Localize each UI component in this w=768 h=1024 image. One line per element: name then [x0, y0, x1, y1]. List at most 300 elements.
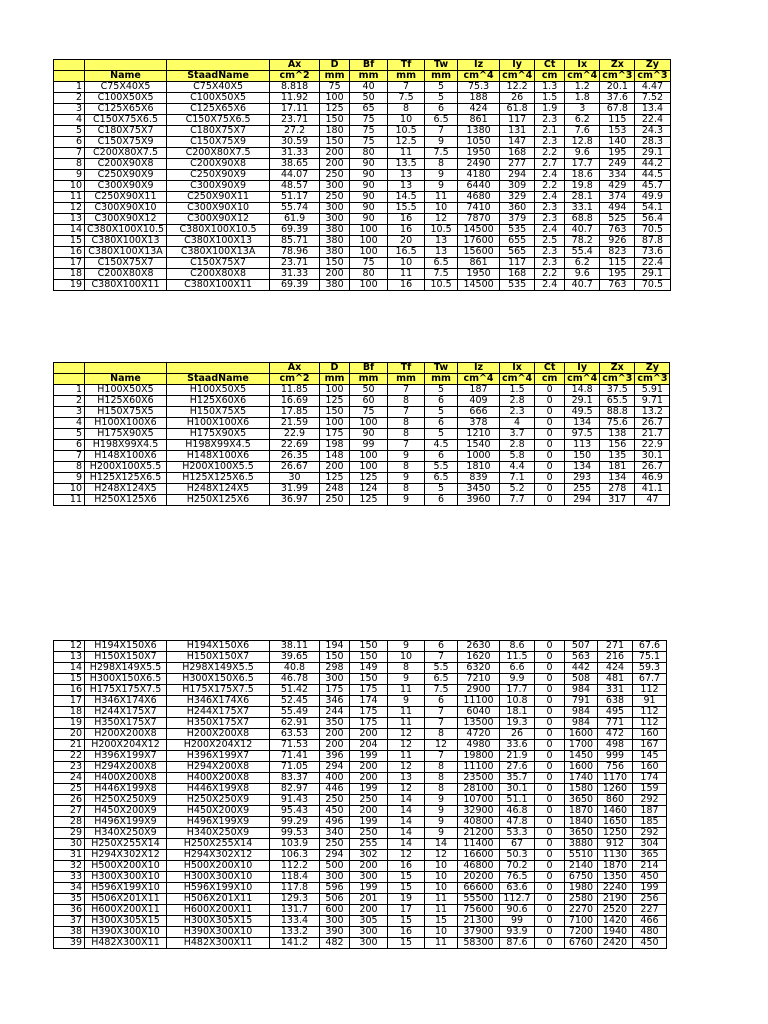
value-cell: 5: [425, 407, 458, 418]
row-index: 1: [54, 82, 85, 93]
value-cell: 292: [633, 828, 667, 839]
value-cell: 10: [425, 872, 458, 883]
table-row: [54, 181, 671, 192]
value-cell: 409: [458, 396, 500, 407]
value-cell: 535: [500, 280, 535, 291]
value-cell: 1250: [598, 828, 633, 839]
value-cell: 1.5: [500, 385, 535, 396]
value-cell: 9.6: [565, 148, 600, 159]
value-cell: 250: [350, 828, 388, 839]
value-cell: 1380: [458, 126, 500, 137]
value-cell: 16.5: [388, 247, 425, 258]
table-row: [54, 104, 671, 115]
value-cell: 138: [600, 429, 635, 440]
value-cell: 9.71: [635, 396, 670, 407]
value-cell: 150: [350, 652, 388, 663]
staad-name: H294X302X12: [167, 850, 270, 861]
value-cell: 8.818: [270, 82, 320, 93]
value-cell: 9: [425, 828, 458, 839]
row-index: 18: [54, 269, 85, 280]
value-cell: 2580: [565, 894, 598, 905]
value-cell: 117: [500, 258, 535, 269]
value-cell: 6: [425, 451, 458, 462]
channel-section-table: [53, 59, 671, 291]
value-cell: 1.2: [565, 82, 600, 93]
header-cell: cm^4: [500, 374, 535, 385]
value-cell: 68.8: [565, 214, 600, 225]
value-cell: 19.8: [565, 181, 600, 192]
value-cell: 494: [600, 203, 635, 214]
section-name: C380X100X10.5: [85, 225, 167, 236]
staad-name: H100X100X6: [167, 418, 270, 429]
staad-name: H298X149X5.5: [167, 663, 270, 674]
section-name: H506X201X11: [85, 894, 167, 905]
value-cell: 6: [425, 641, 458, 652]
value-cell: 7.5: [388, 93, 425, 104]
row-index: 9: [54, 170, 85, 181]
value-cell: 141.2: [270, 938, 320, 949]
value-cell: 14: [388, 828, 425, 839]
header-units-row: [54, 363, 670, 374]
section-name: C300X90X12: [85, 214, 167, 225]
value-cell: 17600: [458, 236, 500, 247]
value-cell: 26: [500, 729, 535, 740]
value-cell: 87.8: [635, 236, 670, 247]
value-cell: 2190: [598, 894, 633, 905]
value-cell: 27.6: [500, 762, 535, 773]
value-cell: 5.5: [425, 663, 458, 674]
value-cell: 125: [350, 473, 388, 484]
value-cell: 95.43: [270, 806, 320, 817]
value-cell: 10: [425, 861, 458, 872]
value-cell: 0: [535, 385, 565, 396]
value-cell: 21.59: [270, 418, 320, 429]
value-cell: 29.1: [635, 148, 670, 159]
table-row: [54, 850, 667, 861]
value-cell: 145: [633, 751, 667, 762]
value-cell: 15: [388, 938, 425, 949]
value-cell: 380: [320, 236, 350, 247]
value-cell: 174: [633, 773, 667, 784]
section-name: H450X200X9: [85, 806, 167, 817]
section-name: H250X255X14: [85, 839, 167, 850]
table-row: [54, 817, 667, 828]
value-cell: 1350: [598, 872, 633, 883]
value-cell: 300: [320, 181, 350, 192]
value-cell: 446: [320, 784, 350, 795]
header-row: [54, 374, 670, 385]
value-cell: 112.2: [270, 861, 320, 872]
value-cell: 7.5: [425, 148, 458, 159]
staad-name: H250X250X9: [167, 795, 270, 806]
value-cell: 4720: [458, 729, 500, 740]
value-cell: 14: [388, 839, 425, 850]
table-row: [54, 396, 670, 407]
staad-name: H248X124X5: [167, 484, 270, 495]
value-cell: 55.4: [565, 247, 600, 258]
value-cell: 187: [633, 806, 667, 817]
row-index: 5: [54, 126, 85, 137]
value-cell: 199: [350, 784, 388, 795]
value-cell: 61.8: [500, 104, 535, 115]
section-name: H125X60X6: [85, 396, 167, 407]
value-cell: 160: [633, 762, 667, 773]
value-cell: 67.7: [633, 674, 667, 685]
value-cell: 8: [388, 462, 425, 473]
section-name: H100X50X5: [85, 385, 167, 396]
value-cell: 160: [633, 729, 667, 740]
value-cell: 9: [388, 641, 425, 652]
value-cell: 7870: [458, 214, 500, 225]
value-cell: 23500: [458, 773, 500, 784]
header-row: [54, 71, 671, 82]
row-index: 7: [54, 148, 85, 159]
value-cell: 6.5: [425, 674, 458, 685]
value-cell: 187: [458, 385, 500, 396]
value-cell: 15: [388, 883, 425, 894]
value-cell: 23.71: [270, 258, 320, 269]
value-cell: 200: [350, 806, 388, 817]
value-cell: 66600: [458, 883, 500, 894]
staad-name: H482X300X11: [167, 938, 270, 949]
value-cell: 10: [388, 258, 425, 269]
value-cell: 1650: [598, 817, 633, 828]
staad-name: C250X90X11: [167, 192, 270, 203]
value-cell: 482: [320, 938, 350, 949]
value-cell: 0: [535, 872, 565, 883]
value-cell: 134: [600, 473, 635, 484]
section-name: H400X200X8: [85, 773, 167, 784]
row-index: 5: [54, 429, 85, 440]
row-index: 3: [54, 407, 85, 418]
value-cell: 0: [535, 440, 565, 451]
table-row: [54, 861, 667, 872]
value-cell: 14: [388, 795, 425, 806]
value-cell: 7: [388, 440, 425, 451]
row-index: 27: [54, 806, 85, 817]
row-index: 31: [54, 850, 85, 861]
value-cell: 13: [388, 773, 425, 784]
value-cell: 174: [350, 696, 388, 707]
value-cell: 51.1: [500, 795, 535, 806]
value-cell: 2.2: [535, 181, 565, 192]
table-row: [54, 916, 667, 927]
value-cell: 51.17: [270, 192, 320, 203]
value-cell: 10.8: [500, 696, 535, 707]
value-cell: 55500: [458, 894, 500, 905]
value-cell: 498: [598, 740, 633, 751]
row-index: 35: [54, 894, 85, 905]
value-cell: 147: [500, 137, 535, 148]
value-cell: 4680: [458, 192, 500, 203]
value-cell: 10: [388, 115, 425, 126]
value-cell: 400: [320, 773, 350, 784]
value-cell: 508: [565, 674, 598, 685]
value-cell: 1420: [598, 916, 633, 927]
value-cell: 0: [535, 850, 565, 861]
value-cell: 167: [633, 740, 667, 751]
value-cell: 1700: [565, 740, 598, 751]
header-cell: Iz: [458, 60, 500, 71]
section-name: H150X75X5: [85, 407, 167, 418]
value-cell: 0: [535, 473, 565, 484]
section-name: C150X75X7: [85, 258, 167, 269]
value-cell: 771: [598, 718, 633, 729]
value-cell: 80: [350, 148, 388, 159]
value-cell: 6.5: [425, 115, 458, 126]
value-cell: 46.8: [500, 806, 535, 817]
table-row: [54, 440, 670, 451]
row-index: 11: [54, 495, 85, 506]
value-cell: 331: [598, 685, 633, 696]
value-cell: 117: [500, 115, 535, 126]
value-cell: 7: [388, 82, 425, 93]
staad-name: C100X50X5: [167, 93, 270, 104]
value-cell: 2.1: [535, 126, 565, 137]
value-cell: 204: [350, 740, 388, 751]
section-name: H446X199X8: [85, 784, 167, 795]
value-cell: 53.3: [500, 828, 535, 839]
value-cell: 90: [350, 170, 388, 181]
staad-name: H390X300X10: [167, 927, 270, 938]
value-cell: 99.29: [270, 817, 320, 828]
value-cell: 11100: [458, 762, 500, 773]
row-index: 4: [54, 115, 85, 126]
value-cell: 11400: [458, 839, 500, 850]
value-cell: 12: [388, 762, 425, 773]
row-index: 6: [54, 440, 85, 451]
header-cell: mm: [388, 71, 425, 82]
section-name: C300X90X10: [85, 203, 167, 214]
section-name: H340X250X9: [85, 828, 167, 839]
table-row: [54, 795, 667, 806]
value-cell: 103.9: [270, 839, 320, 850]
section-name: H175X175X7.5: [85, 685, 167, 696]
value-cell: 999: [598, 751, 633, 762]
value-cell: 56.4: [635, 214, 670, 225]
staad-name: H200X100X5.5: [167, 462, 270, 473]
section-name: C125X65X6: [85, 104, 167, 115]
row-index: 6: [54, 137, 85, 148]
row-index: 33: [54, 872, 85, 883]
value-cell: 0: [535, 828, 565, 839]
value-cell: 0: [535, 839, 565, 850]
table-row: [54, 927, 667, 938]
table-row: [54, 707, 667, 718]
value-cell: 3: [565, 104, 600, 115]
value-cell: 200: [320, 148, 350, 159]
value-cell: 763: [600, 225, 635, 236]
value-cell: 256: [633, 894, 667, 905]
value-cell: 250: [320, 839, 350, 850]
value-cell: 6.5: [425, 258, 458, 269]
value-cell: 17.7: [565, 159, 600, 170]
value-cell: 11: [388, 148, 425, 159]
row-index: 15: [54, 674, 85, 685]
staad-name: H506X201X11: [167, 894, 270, 905]
value-cell: 29.1: [635, 269, 670, 280]
row-index: 21: [54, 740, 85, 751]
table-row: [54, 115, 671, 126]
staad-name: C380X100X11: [167, 280, 270, 291]
value-cell: 3960: [458, 495, 500, 506]
section-name: C380X100X11: [85, 280, 167, 291]
value-cell: 33.1: [565, 203, 600, 214]
section-name: H125X125X6.5: [85, 473, 167, 484]
row-index: 25: [54, 784, 85, 795]
section-name: C250X90X9: [85, 170, 167, 181]
staad-name: H346X174X6: [167, 696, 270, 707]
value-cell: 1130: [598, 850, 633, 861]
value-cell: 496: [320, 817, 350, 828]
value-cell: 50: [350, 385, 388, 396]
value-cell: 390: [320, 927, 350, 938]
section-name: H596X199X10: [85, 883, 167, 894]
value-cell: 763: [600, 280, 635, 291]
value-cell: 125: [350, 495, 388, 506]
value-cell: 1000: [458, 451, 500, 462]
value-cell: 1.3: [535, 82, 565, 93]
staad-name: C150X75X9: [167, 137, 270, 148]
value-cell: 8: [388, 429, 425, 440]
header-cell: Zy: [635, 60, 670, 71]
value-cell: 115: [600, 115, 635, 126]
staad-name: C150X75X6.5: [167, 115, 270, 126]
value-cell: 83.37: [270, 773, 320, 784]
value-cell: 71.05: [270, 762, 320, 773]
header-cell: Name: [85, 71, 167, 82]
value-cell: 12: [388, 850, 425, 861]
h-section-table-large: [53, 640, 667, 949]
section-name: H300X150X6.5: [85, 674, 167, 685]
value-cell: 200: [350, 773, 388, 784]
value-cell: 329: [500, 192, 535, 203]
value-cell: 16: [388, 280, 425, 291]
value-cell: 26.7: [635, 418, 670, 429]
section-name: H350X175X7: [85, 718, 167, 729]
header-cell: [54, 71, 85, 82]
value-cell: 90.6: [500, 905, 535, 916]
value-cell: 175: [320, 685, 350, 696]
value-cell: 21200: [458, 828, 500, 839]
staad-name: H450X200X9: [167, 806, 270, 817]
value-cell: 0: [535, 484, 565, 495]
value-cell: 1870: [565, 806, 598, 817]
table-row: [54, 137, 671, 148]
value-cell: 16: [388, 225, 425, 236]
value-cell: 47.8: [500, 817, 535, 828]
staad-name: H300X305X15: [167, 916, 270, 927]
value-cell: 305: [350, 916, 388, 927]
value-cell: 360: [500, 203, 535, 214]
value-cell: 44.07: [270, 170, 320, 181]
value-cell: 250: [320, 795, 350, 806]
value-cell: 198: [320, 440, 350, 451]
value-cell: 3880: [565, 839, 598, 850]
value-cell: 12: [425, 850, 458, 861]
staad-name: H100X50X5: [167, 385, 270, 396]
header-cell: cm^3: [635, 374, 670, 385]
value-cell: 150: [350, 641, 388, 652]
value-cell: 55.74: [270, 203, 320, 214]
staad-name: H294X200X8: [167, 762, 270, 773]
value-cell: 2.4: [535, 280, 565, 291]
staad-name: H150X75X5: [167, 407, 270, 418]
value-cell: 185: [633, 817, 667, 828]
value-cell: 861: [458, 115, 500, 126]
value-cell: 293: [565, 473, 600, 484]
value-cell: 6.6: [500, 663, 535, 674]
header-cell: cm^4: [458, 374, 500, 385]
value-cell: 1810: [458, 462, 500, 473]
section-name: H244X175X7: [85, 707, 167, 718]
value-cell: 2.3: [535, 247, 565, 258]
value-cell: 655: [500, 236, 535, 247]
value-cell: 227: [633, 905, 667, 916]
value-cell: 19: [388, 894, 425, 905]
row-index: 37: [54, 916, 85, 927]
header-cell: [54, 363, 85, 374]
value-cell: 37900: [458, 927, 500, 938]
value-cell: 168: [500, 148, 535, 159]
value-cell: 2.3: [535, 258, 565, 269]
value-cell: 0: [535, 407, 565, 418]
value-cell: 2.3: [535, 203, 565, 214]
value-cell: 7: [425, 707, 458, 718]
row-index: 20: [54, 729, 85, 740]
staad-name: H200X200X8: [167, 729, 270, 740]
value-cell: 0: [535, 795, 565, 806]
value-cell: 36.97: [270, 495, 320, 506]
value-cell: 175: [350, 718, 388, 729]
value-cell: 18.6: [565, 170, 600, 181]
value-cell: 200: [350, 729, 388, 740]
value-cell: 1600: [565, 762, 598, 773]
value-cell: 0: [535, 938, 565, 949]
value-cell: 7.52: [635, 93, 670, 104]
row-index: 19: [54, 280, 85, 291]
value-cell: 11100: [458, 696, 500, 707]
value-cell: 8: [388, 663, 425, 674]
value-cell: 12: [425, 214, 458, 225]
value-cell: 472: [598, 729, 633, 740]
value-cell: 150: [320, 115, 350, 126]
value-cell: 0: [535, 861, 565, 872]
row-index: 3: [54, 104, 85, 115]
section-name: H500X200X10: [85, 861, 167, 872]
value-cell: 17.85: [270, 407, 320, 418]
value-cell: 46.9: [635, 473, 670, 484]
table-row: [54, 872, 667, 883]
section-name: H482X300X11: [85, 938, 167, 949]
staad-name: C300X90X12: [167, 214, 270, 225]
table-row: [54, 905, 667, 916]
value-cell: 150: [320, 137, 350, 148]
value-cell: 65: [350, 104, 388, 115]
value-cell: 506: [320, 894, 350, 905]
value-cell: 277: [500, 159, 535, 170]
value-cell: 1580: [565, 784, 598, 795]
value-cell: 300: [320, 916, 350, 927]
value-cell: 3650: [565, 828, 598, 839]
value-cell: 294: [500, 170, 535, 181]
value-cell: 0: [535, 729, 565, 740]
row-index: 14: [54, 663, 85, 674]
staad-name: H250X255X14: [167, 839, 270, 850]
value-cell: 71.41: [270, 751, 320, 762]
row-index: 13: [54, 214, 85, 225]
value-cell: 7210: [458, 674, 500, 685]
